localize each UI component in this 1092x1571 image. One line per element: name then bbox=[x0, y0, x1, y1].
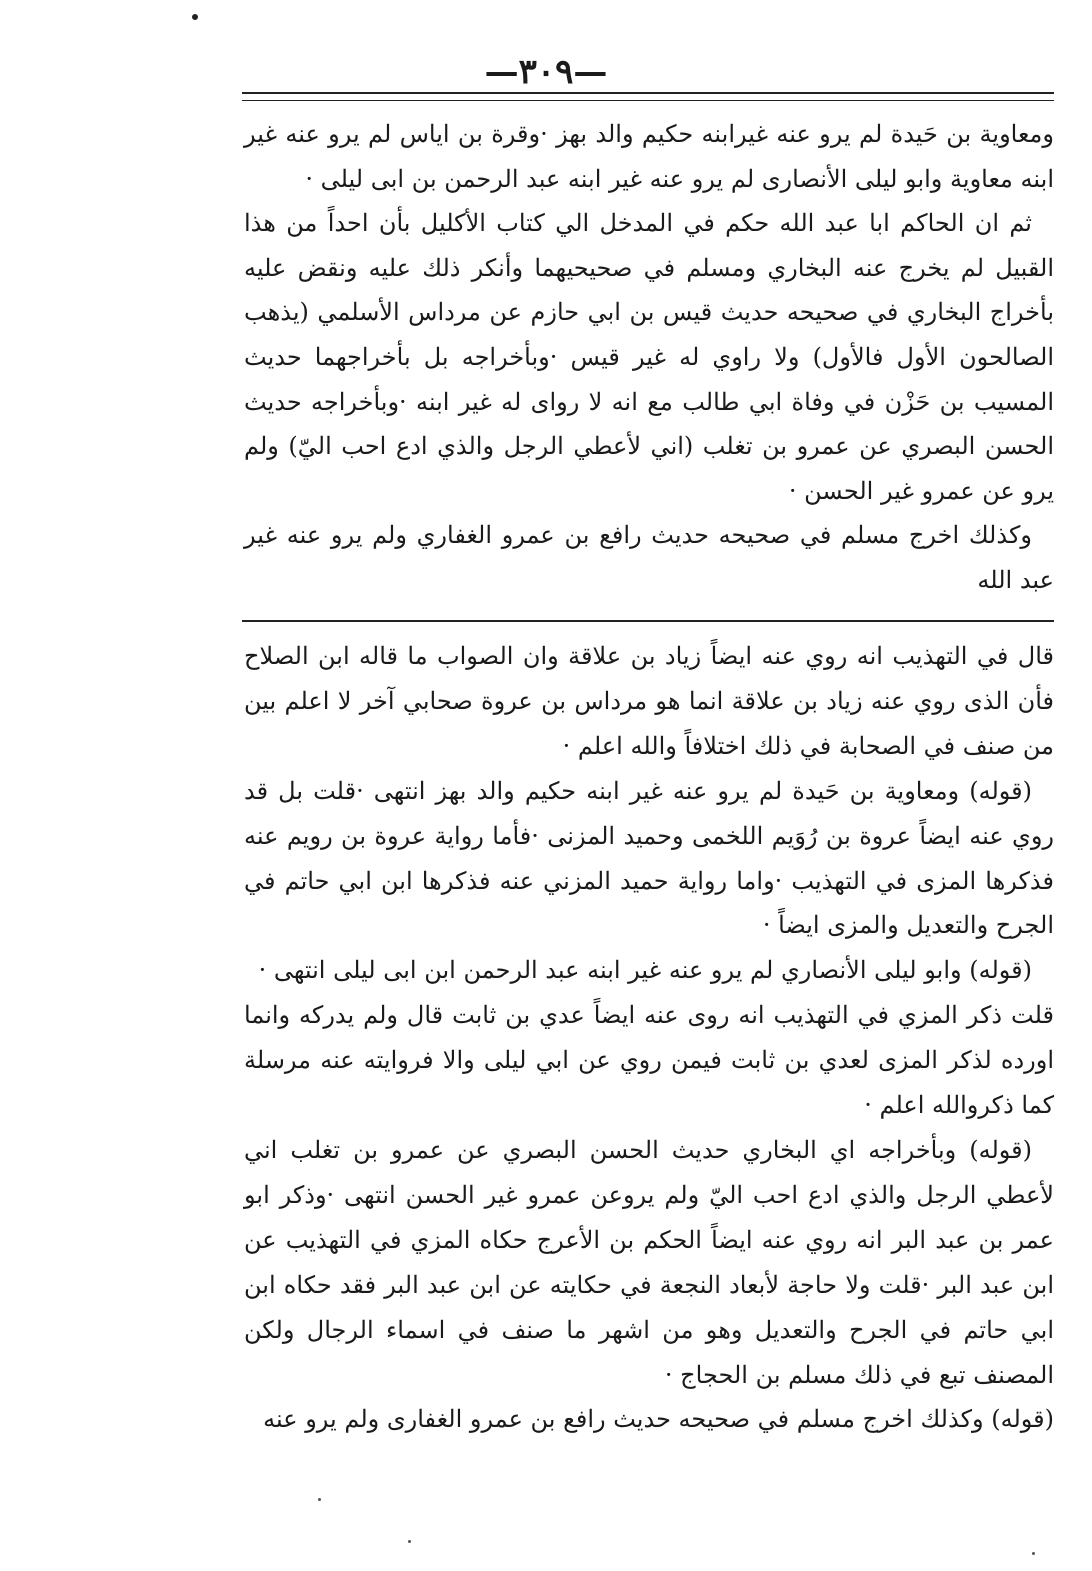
commentary-paragraph: (قوله) وابو ليلى الأنصاري لم يرو عنه غير ابنه عبد الرحمن ابن ابى ليلى انتهى · bbox=[258, 956, 1032, 985]
main-paragraph: ثم ان الحاكم ابا عبد الله حكم في المدخل الي كتاب الأكليل بأن احداً من هذا القبيل لم يخرج عنه البخاري ومسلم في صحيحيهما وأنكر ذلك عليه ونقض عليه بأخراج البخاري في صحيحه حديث قيس بن ابي حازم عن مرداس الأسلمي (يذهب الصالحون الأول فالأول) ولا راوي له غير قيس ·وبأخراجه بل بأخراجهما حديث المسيب بن حَزْن في وفاة ابي طالب مع انه لا رواى له غير ابنه ·وبأخراجه حديث الحسن البصري عن عمرو بن تغلب (اني لأعطي الرجل والذي ادع احب اليّ) ولم يرو عن عمرو غير الحسن · bbox=[244, 209, 1055, 505]
stray-mark bbox=[192, 14, 198, 20]
stray-mark bbox=[318, 1498, 321, 1501]
commentary-paragraph: (قوله) وكذلك اخرج مسلم في صحيحه حديث رافع بن عمرو الغفارى ولم يرو عنه bbox=[263, 1405, 1054, 1434]
footnote-divider bbox=[242, 620, 1054, 622]
main-paragraph: ومعاوية بن حَيدة لم يرو عنه غيرابنه حكيم والد بهز ·وقرة بن اياس لم يرو عنه غير ابنه معاوية وابو ليلى الأنصارى لم يرو عنه غير ابنه عبد الرحمن بن ابى ليلى · bbox=[244, 120, 1054, 193]
commentary-text bbox=[244, 634, 1054, 1442]
stray-mark bbox=[1032, 1552, 1035, 1555]
commentary-paragraph: قال في التهذيب انه روي عنه ايضاً زياد بن علاقة وان الصواب ما قاله ابن الصلاح فأن الذى روي عنه زياد بن علاقة انما هو مرداس بن عروة صحابي آخر لا اعلم بين من صنف في الصحابة في ذلك اختلافاً والله اعلم · bbox=[244, 642, 1054, 760]
main-text bbox=[244, 112, 1054, 603]
main-paragraph: وكذلك اخرج مسلم في صحيحه حديث رافع بن عمرو الغفاري ولم يرو عنه غير عبد الله bbox=[244, 521, 1054, 594]
page-number: —٣٠٩— bbox=[484, 52, 608, 92]
commentary-paragraph: (قوله) وبأخراجه اي البخاري حديث الحسن البصري عن عمرو بن تغلب اني لأعطي الرجل والذي ادع احب اليّ ولم يروعن عمرو غير الحسن انتهى ·وذكر ابو عمر بن عبد البر انه روي عنه ايضاً الحكم بن الأعرج حكاه المزي في التهذيب عن ابن عبد البر ·قلت ولا حاجة لأبعاد النجعة في حكايته عن ابن عبد البر فقد حكاه ابن ابي حاتم في الجرح والتعديل وهو من اشهر ما صنف في اسماء الرجال ولكن المصنف تبع في ذلك مسلم بن الحجاج · bbox=[244, 1135, 1054, 1389]
commentary-paragraph: (قوله) ومعاوية بن حَيدة لم يرو عنه غير ابنه حكيم والد بهز انتهى ·قلت بل قد روي عنه ايضاً عروة بن رُوَيم اللخمى وحميد المزنى ·فأما رواية عروة بن رويم عنه فذكرها المزى في التهذيب ·واما رواية حميد المزني عنه فذكرها ابن ابي حاتم في الجرح والتعديل والمزى ايضاً · bbox=[244, 776, 1054, 940]
commentary-paragraph: قلت ذكر المزي في التهذيب انه روى عنه ايضاً عدي بن ثابت قال ولم يدركه وانما اورده لذكر المزى لعدي بن ثابت فيمن روي عن ابي ليلى والا فروايته عنه مرسلة كما ذكروالله اعلم · bbox=[244, 1001, 1054, 1120]
stray-mark bbox=[408, 1540, 411, 1543]
header-rule bbox=[242, 92, 1054, 101]
